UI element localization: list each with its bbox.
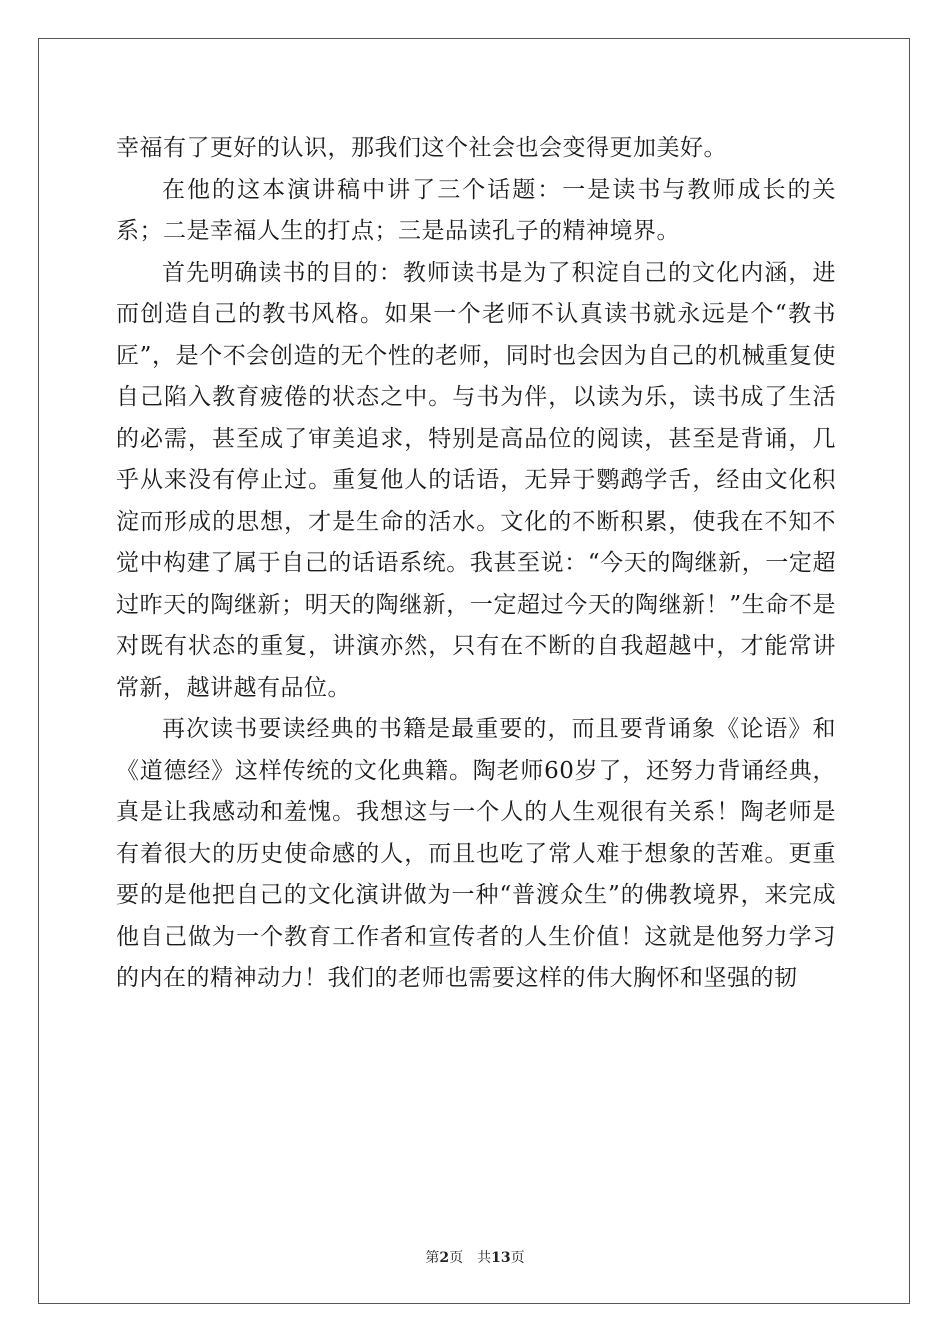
page-footer xyxy=(0,1247,950,1267)
document-body xyxy=(116,128,836,1000)
page-prefix: 第 xyxy=(425,1250,440,1266)
total-pages: 13 xyxy=(491,1250,511,1266)
paragraph-1: 幸福有了更好的认识，那我们这个社会也会变得更加美好。 xyxy=(116,135,727,161)
page-number: 2 xyxy=(439,1250,450,1266)
page-suffix: 页 xyxy=(449,1250,464,1266)
paragraph-4: 再次读书要读经典的书籍是最重要的，而且要背诵象《论语》和《道德经》这样传统的文化典籍。陶老师60岁了，还努力背诵经典，真是让我感动和羞愧。我想这与一个人的人生观很有关系！陶老师是有着很大的历史使命感的人，而且也吃了常人难于想象的苦难。更重要的是他把自己的文化演讲做为一种“普渡众生”的佛教境界，来完成他自己做为一个教育工作者和宣传者的人生价值！这就是他努力学习的内在的精神动力！我们的老师也需要这样的伟大胸怀和坚强的韧 xyxy=(116,716,836,991)
total-suffix: 页 xyxy=(510,1250,525,1266)
paragraph-2: 在他的这本演讲稿中讲了三个话题：一是读书与教师成长的关系；二是幸福人生的打点；三是品读孔子的精神境界。 xyxy=(116,176,836,244)
total-prefix: 共 xyxy=(477,1250,492,1266)
paragraph-3: 首先明确读书的目的：教师读书是为了积淀自己的文化内涵，进而创造自己的教书风格。如果一个老师不认真读书就永远是个“教书匠”，是个不会创造的无个性的老师，同时也会因为自己的机械重复使自己陷入教育疲倦的状态之中。与书为伴，以读为乐，读书成了生活的必需，甚至成了审美追求，特别是高品位的阅读，甚至是背诵，几乎从来没有停止过。重复他人的话语，无异于鹦鹉学舌，经由文化积淀而形成的思想，才是生命的活水。文化的不断积累，使我在不知不觉中构建了属于自己的话语系统。我甚至说：“今天的陶继新，一定超过昨天的陶继新；明天的陶继新，一定超过今天的陶继新！”生命不是对既有状态的重复，讲演亦然，只有在不断的自我超越中，才能常讲常新，越讲越有品位。 xyxy=(116,259,836,701)
